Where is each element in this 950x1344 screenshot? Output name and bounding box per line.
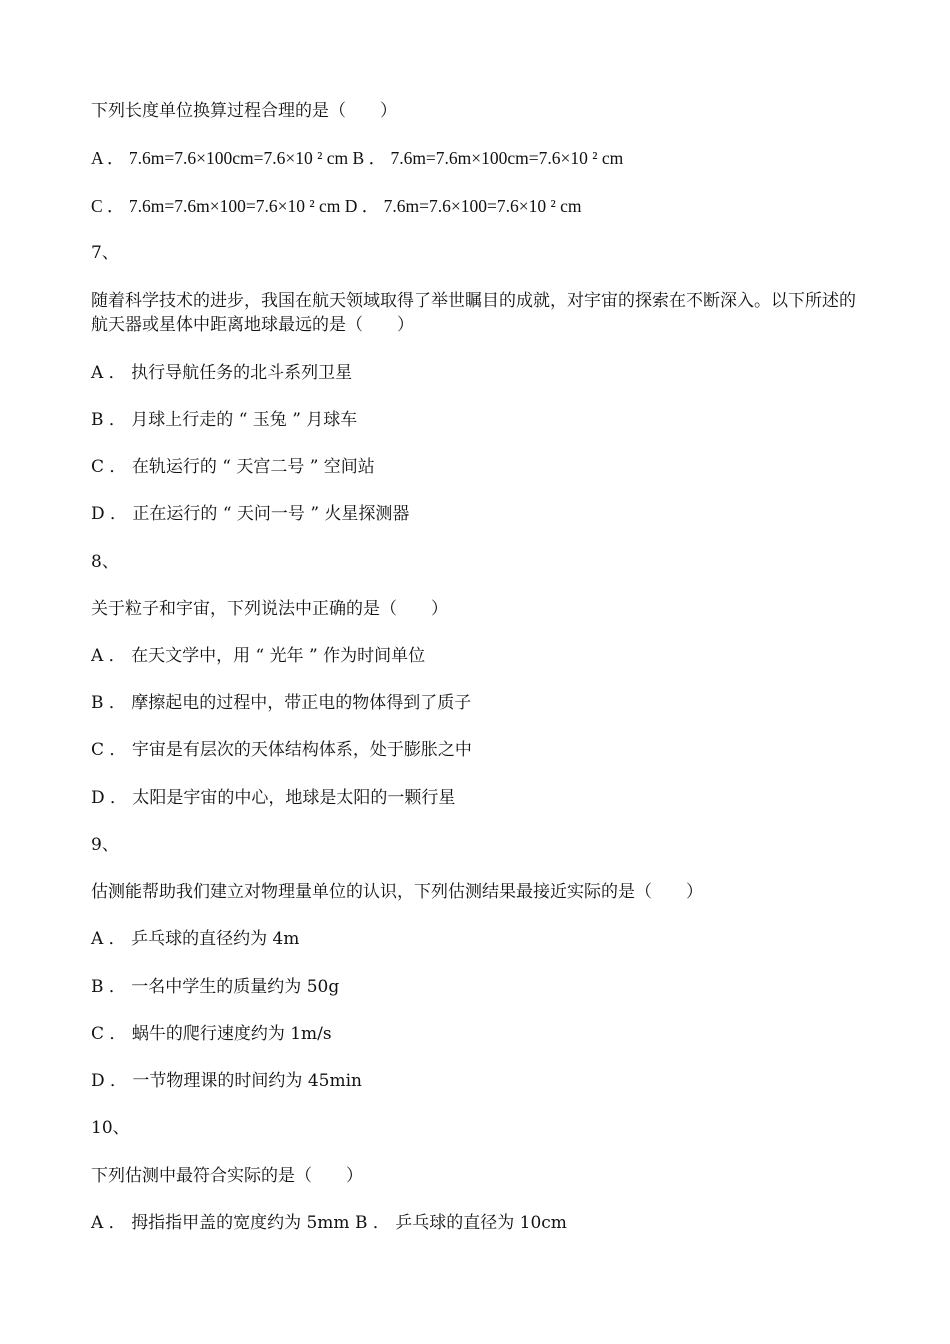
q8-option-b: B ． 摩擦起电的过程中，带正电的物体得到了质子 bbox=[91, 693, 472, 713]
q9-number: 9、 bbox=[91, 835, 119, 855]
q9-option-a: A ． 乒乓球的直径约为 4m bbox=[91, 929, 300, 949]
q8-option-c: C ． 宇宙是有层次的天体结构体系，处于膨胀之中 bbox=[91, 740, 472, 760]
q8-option-a: A ． 在天文学中，用 “ 光年 ” 作为时间单位 bbox=[91, 646, 426, 666]
q6-options-cd: C ． 7.6m=7.6m×100=7.6×10 ² cm D ． 7.6m=7.6×100=7.6×10 ² cm bbox=[91, 196, 582, 216]
q8-option-d: D ． 太阳是宇宙的中心，地球是太阳的一颗行星 bbox=[91, 788, 456, 808]
q7-option-d: D ． 正在运行的 “ 天问一号 ” 火星探测器 bbox=[91, 504, 410, 524]
q9-option-c: C ． 蜗牛的爬行速度约为 1m/s bbox=[91, 1024, 332, 1044]
q10-number: 10、 bbox=[91, 1118, 130, 1138]
q8-number: 8、 bbox=[91, 552, 119, 572]
q7-option-a: A ． 执行导航任务的北斗系列卫星 bbox=[91, 363, 353, 383]
q10-stem: 下列估测中最符合实际的是（ ） bbox=[91, 1166, 363, 1186]
q6-stem: 下列长度单位换算过程合理的是（ ） bbox=[91, 101, 397, 121]
q7-option-c: C ． 在轨运行的 “ 天宫二号 ” 空间站 bbox=[91, 457, 375, 477]
q7-option-b: B ． 月球上行走的 “ 玉兔 ” 月球车 bbox=[91, 410, 358, 430]
q6-options-ab: A ． 7.6m=7.6×100cm=7.6×10 ² cm B ． 7.6m=7.6m×100cm=7.6×10 ² cm bbox=[91, 148, 624, 168]
q9-option-b: B ． 一名中学生的质量约为 50g bbox=[91, 977, 340, 997]
q7-stem: 随着科学技术的进步，我国在航天领域取得了举世瞩目的成就，对宇宙的探索在不断深入。以下所述的航天器或星体中距离地球最远的是（ ） bbox=[91, 291, 856, 335]
q9-stem: 估测能帮助我们建立对物理量单位的认识，下列估测结果最接近实际的是（ ） bbox=[91, 882, 703, 902]
q10-options-ab: A ． 拇指指甲盖的宽度约为 5mm B ． 乒乓球的直径为 10cm bbox=[91, 1213, 567, 1233]
q7-number: 7、 bbox=[91, 243, 119, 263]
q9-option-d: D ． 一节物理课的时间约为 45min bbox=[91, 1071, 362, 1091]
q8-stem: 关于粒子和宇宙，下列说法中正确的是（ ） bbox=[91, 599, 448, 619]
